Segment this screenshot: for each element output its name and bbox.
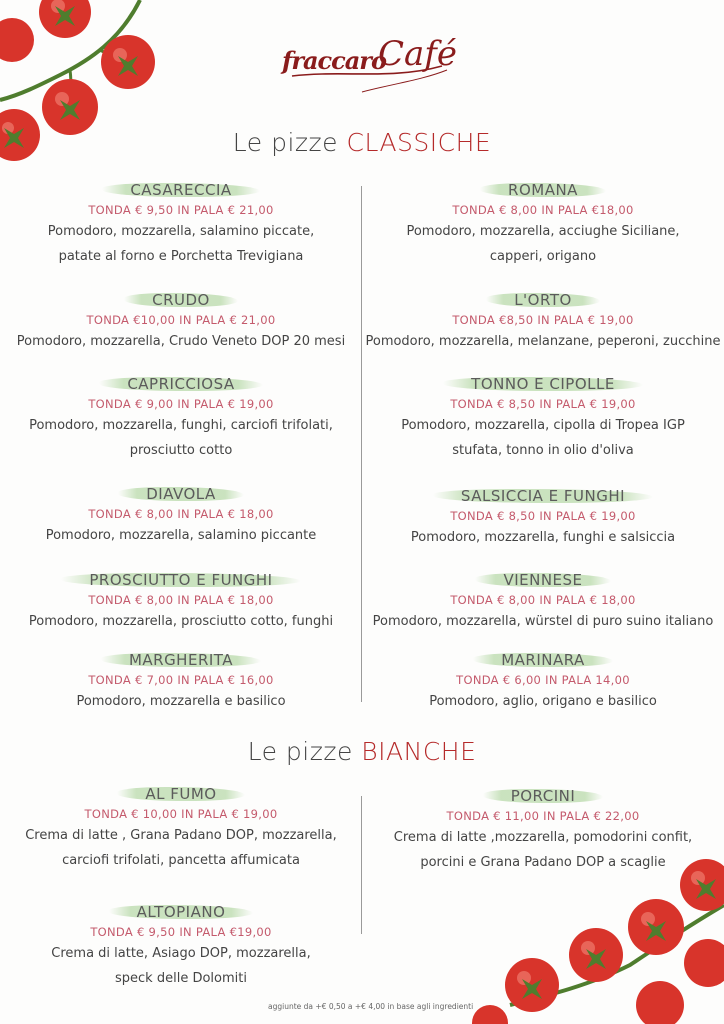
item-price: TONDA € 9,50 IN PALA € 21,00 (88, 203, 274, 217)
menu-item (362, 486, 724, 550)
item-price: TONDA € 8,50 IN PALA € 19,00 (450, 509, 636, 523)
item-price: TONDA € 10,00 IN PALA € 19,00 (84, 807, 278, 821)
item-price: TONDA € 7,00 IN PALA € 16,00 (88, 673, 274, 687)
item-price: TONDA €8,50 IN PALA € 19,00 (452, 313, 634, 327)
item-price: TONDA € 8,50 IN PALA € 19,00 (450, 397, 636, 411)
menu-item (362, 570, 724, 634)
menu-item (362, 180, 724, 269)
item-price: TONDA € 11,00 IN PALA € 22,00 (446, 809, 640, 823)
item-price: TONDA € 8,00 IN PALA € 18,00 (450, 593, 636, 607)
item-name: ROMANA (498, 181, 588, 199)
item-desc: Pomodoro, aglio, origano e basilico (429, 694, 657, 709)
item-desc: Pomodoro, mozzarella, prosciutto cotto, funghi (28, 614, 334, 629)
item-name: PORCINI (501, 787, 586, 805)
item-price: TONDA €10,00 IN PALA € 21,00 (86, 313, 276, 327)
item-name: CAPRICCIOSA (117, 375, 244, 393)
footer-note: aggiunte da +€ 0,50 a +€ 4,00 in base agli ingredienti (268, 1002, 474, 1011)
title-prefix: Le pizze (247, 737, 353, 766)
item-desc: Pomodoro, mozzarella, würstel di puro suino italiano (372, 614, 714, 629)
item-name: CRUDO (142, 291, 220, 309)
menu-item (0, 484, 362, 548)
menu-item (0, 650, 362, 714)
menu-item (0, 290, 362, 354)
item-desc: Pomodoro, mozzarella, funghi, carciofi trifolati, prosciutto cotto (29, 418, 333, 458)
title-prefix: Le pizze (232, 128, 339, 157)
item-desc: Crema di latte, Asiago DOP, mozzarella, speck delle Dolomiti (51, 946, 311, 986)
menu-item (0, 784, 362, 873)
item-desc: Crema di latte ,mozzarella, pomodorini confit, porcini e Grana Padano DOP a scaglie (393, 830, 693, 870)
item-desc: Pomodoro, mozzarella e basilico (76, 694, 286, 709)
item-desc: Pomodoro, mozzarella, cipolla di Tropea IGP stufata, tonno in olio d'oliva (401, 418, 685, 458)
item-desc: Pomodoro, mozzarella, salamino piccate, patate al forno e Porchetta Trevigiana (47, 224, 315, 264)
item-price: TONDA € 8,00 IN PALA € 18,00 (88, 507, 274, 521)
item-name: MARGHERITA (119, 651, 243, 669)
brand-logo (282, 30, 457, 98)
menu-item (0, 180, 362, 269)
menu-item (0, 374, 362, 463)
item-name: CASARECCIA (120, 181, 241, 199)
menu-item (362, 374, 724, 463)
item-desc: Crema di latte , Grana Padano DOP, mozzarella, carciofi trifolati, pancetta affumicata (25, 828, 337, 868)
item-name: TONNO E CIPOLLE (461, 375, 625, 393)
brand-suffix: Café (378, 34, 457, 74)
item-desc: Pomodoro, mozzarella, funghi e salsiccia (410, 530, 676, 545)
section-title-bianche (0, 737, 724, 766)
item-price: TONDA € 9,50 IN PALA €19,00 (90, 925, 272, 939)
item-name: L'ORTO (504, 291, 582, 309)
item-price: TONDA € 9,00 IN PALA € 19,00 (88, 397, 274, 411)
item-desc: Pomodoro, mozzarella, melanzane, peperoni, zucchine (365, 334, 721, 349)
item-name: PROSCIUTTO E FUNGHI (79, 571, 282, 589)
menu-item (362, 290, 724, 354)
menu-item (362, 786, 724, 875)
section-title-classiche (0, 128, 724, 157)
item-name: DIAVOLA (136, 485, 226, 503)
item-desc: Pomodoro, mozzarella, acciughe Siciliane, capperi, origano (406, 224, 680, 264)
title-highlight: BIANCHE (361, 737, 477, 766)
menu-item (362, 650, 724, 714)
item-name: ALTOPIANO (127, 903, 236, 921)
item-price: TONDA € 6,00 IN PALA 14,00 (456, 673, 630, 687)
item-name: SALSICCIA E FUNGHI (451, 487, 635, 505)
item-name: VIENNESE (493, 571, 592, 589)
brand-name: fraccaro (282, 46, 386, 75)
item-name: MARINARA (491, 651, 595, 669)
title-highlight: CLASSICHE (346, 128, 492, 157)
menu-item (0, 570, 362, 634)
item-desc: Pomodoro, mozzarella, salamino piccante (45, 528, 317, 543)
item-name: AL FUMO (135, 785, 226, 803)
menu-item (0, 902, 362, 991)
item-price: TONDA € 8,00 IN PALA €18,00 (452, 203, 634, 217)
item-price: TONDA € 8,00 IN PALA € 18,00 (88, 593, 274, 607)
item-desc: Pomodoro, mozzarella, Crudo Veneto DOP 20 mesi (16, 334, 346, 349)
